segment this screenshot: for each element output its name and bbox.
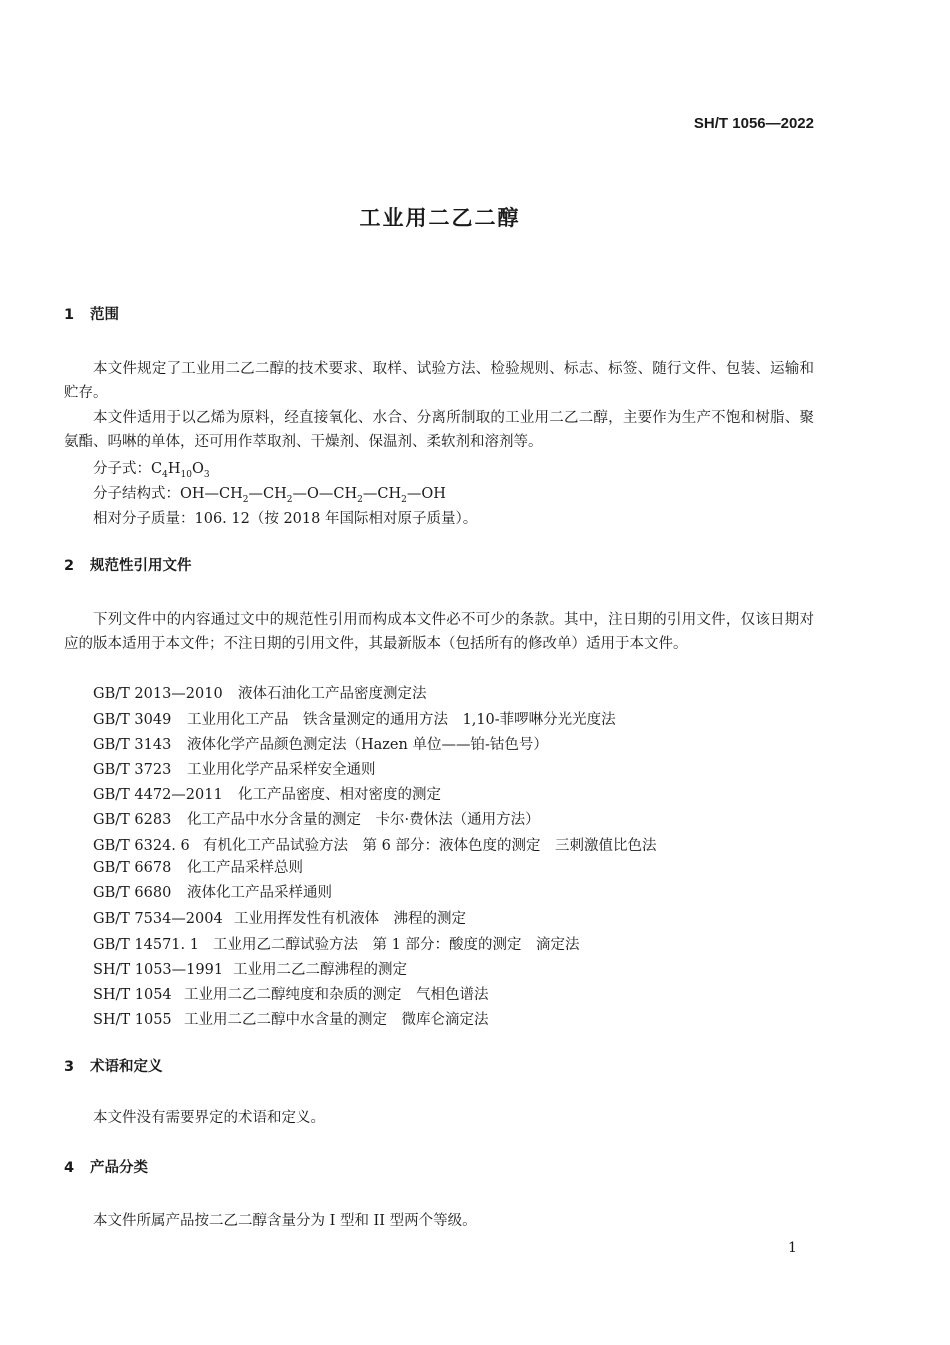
reference-code: GB/T 6283 [93, 812, 172, 828]
reference-title: 工业用挥发性有机液体 沸程的测定 [234, 911, 466, 927]
section-title: 规范性引用文件 [90, 558, 192, 574]
reference-title: 工业用二乙二醇纯度和杂质的测定 气相色谱法 [184, 987, 489, 1003]
section-3-heading [64, 1055, 163, 1076]
reference-title: 工业用二乙二醇沸程的测定 [233, 962, 407, 978]
document-title: 工业用二乙二醇 [359, 206, 521, 230]
reference-code: GB/T 14571. 1 [93, 937, 199, 953]
classification-text: 本文件所属产品按二乙二醇含量分为 I 型和 II 型两个等级。 [93, 1213, 477, 1229]
reference-item [93, 907, 466, 928]
structure-value: $OH—CH_2—CH_2—O—CH_2—CH_2—OH$ [180, 486, 446, 505]
section-title: 产品分类 [90, 1160, 148, 1176]
formula-label: 分子式： [93, 461, 151, 477]
reference-code: GB/T 7534—2004 [93, 911, 223, 927]
reference-title: 液体石油化工产品密度测定法 [238, 686, 427, 702]
references-intro: 下列文件中的内容通过文中的规范性引用而构成本文件必不可少的条款。其中，注日期的引用文件，仅该日期对应的版本适用于本文件；不注日期的引用文件，其最新版本（包括所有的修改单）适用于本文件。 [64, 612, 814, 652]
reference-code: GB/T 6324. 6 [93, 838, 190, 854]
reference-code: GB/T 6680 [93, 885, 172, 901]
reference-title: 工业用二乙二醇中水含量的测定 微库仑滴定法 [184, 1012, 489, 1028]
reference-item [93, 682, 427, 703]
reference-code: SH/T 1054 [93, 987, 172, 1003]
section-number: 3 [64, 1059, 75, 1075]
reference-title: 液体化工产品采样通则 [187, 885, 332, 901]
reference-code: GB/T 6678 [93, 860, 172, 876]
scope-paragraph-2: 本文件适用于以乙烯为原料，经直接氧化、水合、分离所制取的工业用二乙二醇，主要作为生产不饱和树脂、聚氨酯、吗啉的单体，还可用作萃取剂、干燥剂、保温剂、柔软剂和溶剂等。 [64, 410, 814, 450]
molecular-structure [93, 482, 446, 505]
reference-title: 工业用化工产品 铁含量测定的通用方法 1,10-菲啰啉分光光度法 [187, 712, 616, 728]
section-number: 2 [64, 558, 75, 574]
molecular-formula [93, 457, 210, 480]
reference-title: 化工产品中水分含量的测定 卡尔·费休法（通用方法） [187, 812, 540, 828]
reference-code: GB/T 3723 [93, 762, 172, 778]
terms-text: 本文件没有需要界定的术语和定义。 [93, 1110, 325, 1126]
reference-code: GB/T 3049 [93, 712, 172, 728]
reference-item [93, 808, 540, 829]
section-4-heading [64, 1156, 148, 1177]
reference-title: 化工产品采样总则 [187, 860, 303, 876]
reference-title: 化工产品密度、相对密度的测定 [238, 787, 441, 803]
reference-item [93, 983, 489, 1004]
reference-code: SH/T 1053—1991 [93, 962, 224, 978]
page-number: 1 [788, 1240, 797, 1256]
reference-item [93, 856, 303, 877]
reference-item [93, 834, 656, 855]
section-title: 范围 [90, 307, 119, 323]
reference-code: SH/T 1055 [93, 1012, 172, 1028]
reference-code: GB/T 2013—2010 [93, 686, 223, 702]
section-1-heading [64, 303, 119, 324]
scope-paragraph-1: 本文件规定了工业用二乙二醇的技术要求、取样、试验方法、检验规则、标志、标签、随行文件、包装、运输和贮存。 [64, 361, 814, 401]
reference-item [93, 933, 579, 954]
reference-item [93, 1008, 489, 1029]
reference-item [93, 733, 548, 754]
reference-code: GB/T 4472—2011 [93, 787, 223, 803]
reference-item [93, 958, 407, 979]
reference-title: 有机化工产品试验方法 第 6 部分：液体色度的测定 三刺激值比色法 [203, 838, 657, 854]
section-number: 4 [64, 1160, 75, 1176]
reference-title: 液体化学产品颜色测定法（Hazen 单位——铂-钴色号） [187, 737, 548, 753]
reference-item [93, 783, 441, 804]
section-number: 1 [64, 307, 75, 323]
standard-code: SH/T 1056—2022 [693, 115, 814, 132]
section-title: 术语和定义 [90, 1059, 163, 1075]
reference-item [93, 708, 616, 729]
section-2-heading [64, 554, 192, 575]
structure-label: 分子结构式： [93, 486, 180, 502]
formula-value: $C_4H_{10}O_3$ [151, 461, 210, 480]
molecular-mass: 相对分子质量：106. 12（按 2018 年国际相对原子质量）。 [93, 511, 478, 527]
reference-item [93, 758, 376, 779]
reference-title: 工业用化学产品采样安全通则 [187, 762, 376, 778]
reference-code: GB/T 3143 [93, 737, 172, 753]
reference-title: 工业用乙二醇试验方法 第 1 部分：酸度的测定 滴定法 [213, 937, 580, 953]
reference-item [93, 881, 332, 902]
